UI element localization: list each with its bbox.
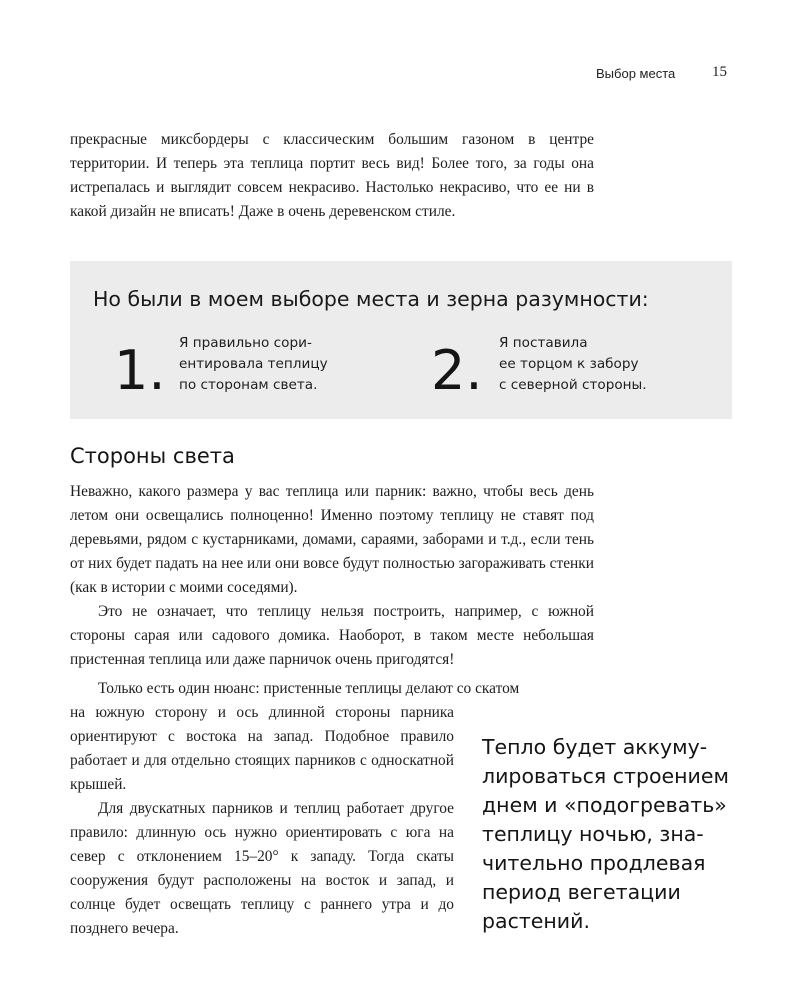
paragraph-3-first-line: Только есть один нюанс: пристенные теплицы делают со скатом xyxy=(98,680,520,697)
point-1-text: Я правильно сори- ентировала теплицу по сторонам света. xyxy=(179,335,328,393)
point-2-text: Я поставила ее торцом к забору с северной стороны. xyxy=(499,335,647,393)
paragraph-4: Для двускатных парников и теплиц работает другое правило: длинную ось нужно ориентировать с юга на север с отклонением 15–20° к западу. Тогда скаты сооружения будут расположены на восток и запад, и солнце будет освещать теплицу с раннего утра и до позднего вечера. xyxy=(70,800,454,937)
paragraph-1: Неважно, какого размера у вас теплица или парник: важно, чтобы весь день летом они освещались полноценно! Именно поэтому теплицу не ставят под деревьями, рядом с кустарниками, домами, сараями, заборами и т.д., если тень от них будет падать на нее или они вовсе будут полностью загораживать стенки (как в истории с моими соседями). xyxy=(70,483,594,596)
running-head-title: Выбор места xyxy=(596,66,676,81)
paragraph-2: Это не означает, что теплицу нельзя построить, например, с южной стороны сарая или садового домика. Наоборот, в таком месте небольшая пристенная теплица или даже парничок очень пригодятся! xyxy=(70,603,594,668)
section-title: Стороны света xyxy=(70,444,235,468)
intro-paragraph: прекрасные миксбордеры с классическим большим газоном в центре территории. И теперь эта теплица портит весь вид! Более того, за годы она истрепалась и выглядит совсем некрасиво. Настолько некрасиво, что ее ни в какой дизайн не вписать! Даже в очень деревенском стиле. xyxy=(70,131,594,220)
point-2-number: 2. xyxy=(431,339,483,402)
callout-box xyxy=(70,261,732,419)
paragraph-3-rest: на южную сторону и ось длинной стороны парника ориентируют с востока на запад. Подобное правило работает и для отдельно стоящих парников с односкатной крышей. xyxy=(70,704,454,793)
pull-quote: Тепло будет аккуму- лироваться строением днем и «подогревать» теплицу ночью, зна- чительно продлевая период вегетации растений. xyxy=(482,735,729,933)
page-number: 15 xyxy=(712,64,727,80)
point-1-number: 1. xyxy=(114,339,166,402)
callout-heading: Но были в моем выборе места и зерна разумности: xyxy=(93,287,649,311)
